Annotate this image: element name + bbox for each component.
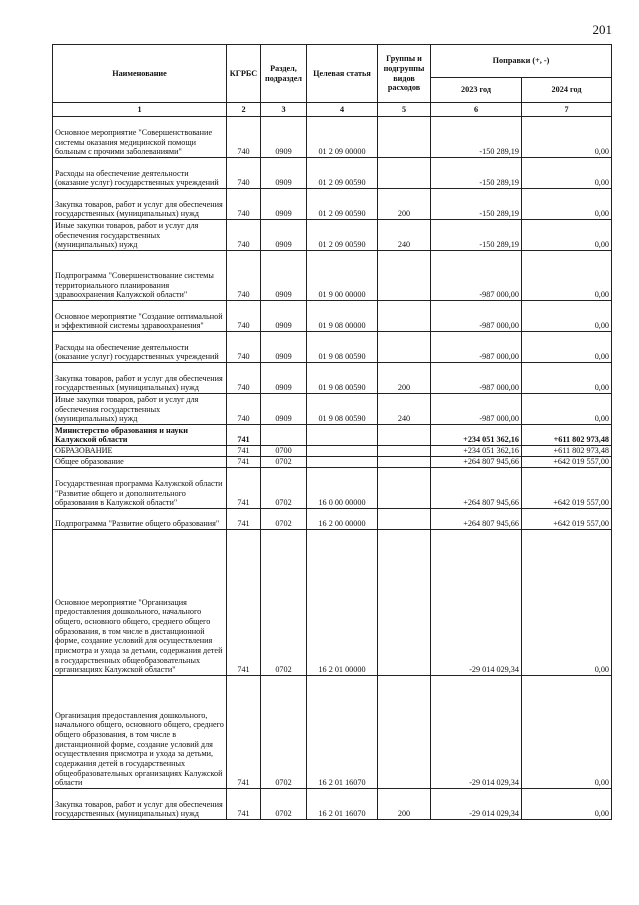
row-amount-2023: -29 014 029,34	[431, 676, 522, 789]
row-amount-2023: -29 014 029,34	[431, 530, 522, 676]
header-section: Раздел, подраздел	[261, 45, 307, 103]
row-name: Расходы на обеспечение деятельности (оказание услуг) государственных учреждений	[53, 158, 227, 189]
table-row	[53, 220, 612, 251]
row-kgrbs: 740	[227, 394, 261, 425]
row-amount-2023: -987 000,00	[431, 394, 522, 425]
row-amount-2024: 0,00	[522, 394, 612, 425]
column-number: 6	[431, 103, 522, 117]
table-row	[53, 301, 612, 332]
row-amount-2024: 0,00	[522, 117, 612, 158]
row-section: 0702	[261, 530, 307, 676]
table-row	[53, 789, 612, 820]
row-target: 01 9 08 00590	[307, 394, 378, 425]
row-group	[378, 425, 431, 446]
row-section: 0909	[261, 394, 307, 425]
header-groups: Группы и подгруппы видов расходов	[378, 45, 431, 103]
row-target: 16 2 01 00000	[307, 530, 378, 676]
row-group	[378, 251, 431, 301]
table-row	[53, 509, 612, 530]
column-number: 3	[261, 103, 307, 117]
row-kgrbs: 740	[227, 117, 261, 158]
row-section: 0909	[261, 158, 307, 189]
row-amount-2023: +264 807 945,66	[431, 509, 522, 530]
row-amount-2024: +642 019 557,00	[522, 457, 612, 468]
row-amount-2024: 0,00	[522, 676, 612, 789]
row-group	[378, 468, 431, 509]
row-section: 0909	[261, 301, 307, 332]
row-group	[378, 117, 431, 158]
row-name: Закупка товаров, работ и услуг для обеспечения государственных (муниципальных) нужд	[53, 189, 227, 220]
header-kgrbs: КГРБС	[227, 45, 261, 103]
row-amount-2023: +264 807 945,66	[431, 457, 522, 468]
row-name: Организация предоставления дошкольного, начального общего, основного общего, среднего общего образования, в том числе в дистанционной форме, создание условий для осуществления присмотра и ухода за детьми, содержания детей в государственных общеобразовательных организациях Калужской области	[53, 676, 227, 789]
row-amount-2024: 0,00	[522, 789, 612, 820]
row-amount-2023: -987 000,00	[431, 363, 522, 394]
row-amount-2023: -150 289,19	[431, 158, 522, 189]
row-section: 0909	[261, 251, 307, 301]
row-section	[261, 425, 307, 446]
row-amount-2023: -987 000,00	[431, 301, 522, 332]
table-row	[53, 332, 612, 363]
row-kgrbs: 741	[227, 446, 261, 457]
row-amount-2023: -150 289,19	[431, 189, 522, 220]
row-kgrbs: 741	[227, 789, 261, 820]
table-row	[53, 457, 612, 468]
row-name: Министерство образования и науки Калужской области	[53, 425, 227, 446]
row-group: 200	[378, 189, 431, 220]
row-section: 0702	[261, 789, 307, 820]
row-group	[378, 446, 431, 457]
row-target: 01 9 00 00000	[307, 251, 378, 301]
row-amount-2024: 0,00	[522, 158, 612, 189]
row-kgrbs: 740	[227, 332, 261, 363]
row-amount-2023: -150 289,19	[431, 220, 522, 251]
column-number: 2	[227, 103, 261, 117]
table-row	[53, 425, 612, 446]
row-name: Подпрограмма "Развитие общего образования"	[53, 509, 227, 530]
row-section: 0702	[261, 676, 307, 789]
column-number: 7	[522, 103, 612, 117]
table-row	[53, 158, 612, 189]
row-target: 16 2 01 16070	[307, 676, 378, 789]
row-group	[378, 509, 431, 530]
row-amount-2023: -29 014 029,34	[431, 789, 522, 820]
column-number: 5	[378, 103, 431, 117]
row-target: 01 9 08 00590	[307, 363, 378, 394]
column-number: 1	[53, 103, 227, 117]
row-amount-2024: +642 019 557,00	[522, 468, 612, 509]
row-kgrbs: 741	[227, 509, 261, 530]
row-name: Основное мероприятие "Совершенствование системы оказания медицинской помощи больным с прочими заболеваниями"	[53, 117, 227, 158]
row-name: Государственная программа Калужской области "Развитие общего и дополнительного образования в Калужской области"	[53, 468, 227, 509]
row-target	[307, 425, 378, 446]
table-row	[53, 189, 612, 220]
row-amount-2024: 0,00	[522, 363, 612, 394]
row-kgrbs: 741	[227, 468, 261, 509]
row-kgrbs: 741	[227, 530, 261, 676]
page-number: 201	[592, 22, 612, 37]
row-name: Закупка товаров, работ и услуг для обеспечения государственных (муниципальных) нужд	[53, 363, 227, 394]
row-kgrbs: 740	[227, 158, 261, 189]
row-section: 0909	[261, 189, 307, 220]
header-year-2024: 2024 год	[522, 78, 612, 103]
header-name: Наименование	[53, 45, 227, 103]
row-group: 240	[378, 394, 431, 425]
row-target: 01 2 09 00590	[307, 220, 378, 251]
row-name: Основное мероприятие "Создание оптимальной и эффективной системы здравоохранения"	[53, 301, 227, 332]
row-group: 200	[378, 363, 431, 394]
row-group	[378, 158, 431, 189]
row-kgrbs: 740	[227, 189, 261, 220]
row-section: 0909	[261, 363, 307, 394]
row-amount-2023: -150 289,19	[431, 117, 522, 158]
row-group: 240	[378, 220, 431, 251]
row-name: Общее образование	[53, 457, 227, 468]
row-name: Иные закупки товаров, работ и услуг для обеспечения государственных (муниципальных) нужд	[53, 394, 227, 425]
row-name: Расходы на обеспечение деятельности (оказание услуг) государственных учреждений	[53, 332, 227, 363]
row-section: 0702	[261, 468, 307, 509]
row-section: 0700	[261, 446, 307, 457]
row-name: Основное мероприятие "Организация предоставления дошкольного, начального общего, основного общего, среднего общего образования, в том числе в дистанционной форме, создание условий для осуществления присмотра и ухода за детьми, содержания детей в государственных общеобразовательных организациях Калужской области"	[53, 530, 227, 676]
row-amount-2023: +234 051 362,16	[431, 425, 522, 446]
row-target	[307, 457, 378, 468]
row-section: 0702	[261, 457, 307, 468]
row-kgrbs: 741	[227, 457, 261, 468]
row-name: Закупка товаров, работ и услуг для обеспечения государственных (муниципальных) нужд	[53, 789, 227, 820]
row-amount-2023: +264 807 945,66	[431, 468, 522, 509]
row-kgrbs: 741	[227, 425, 261, 446]
row-kgrbs: 741	[227, 676, 261, 789]
row-section: 0909	[261, 332, 307, 363]
table-row	[53, 446, 612, 457]
column-number: 4	[307, 103, 378, 117]
row-group	[378, 332, 431, 363]
row-kgrbs: 740	[227, 251, 261, 301]
row-target: 16 2 01 16070	[307, 789, 378, 820]
header-year-2023: 2023 год	[431, 78, 522, 103]
row-amount-2023: -987 000,00	[431, 332, 522, 363]
row-group: 200	[378, 789, 431, 820]
row-target: 01 9 08 00000	[307, 301, 378, 332]
row-group	[378, 676, 431, 789]
row-section: 0909	[261, 117, 307, 158]
row-amount-2024: +642 019 557,00	[522, 509, 612, 530]
row-amount-2024: 0,00	[522, 189, 612, 220]
table-row	[53, 363, 612, 394]
row-name: ОБРАЗОВАНИЕ	[53, 446, 227, 457]
row-name: Иные закупки товаров, работ и услуг для обеспечения государственных (муниципальных) нужд	[53, 220, 227, 251]
table-row	[53, 676, 612, 789]
row-target: 16 2 00 00000	[307, 509, 378, 530]
table-row	[53, 468, 612, 509]
table-row	[53, 251, 612, 301]
row-target: 01 2 09 00000	[307, 117, 378, 158]
row-amount-2024: 0,00	[522, 530, 612, 676]
row-amount-2024: 0,00	[522, 301, 612, 332]
row-amount-2023: +234 051 362,16	[431, 446, 522, 457]
row-target	[307, 446, 378, 457]
row-amount-2024: +611 802 973,48	[522, 425, 612, 446]
header-target: Целевая статья	[307, 45, 378, 103]
row-target: 01 2 09 00590	[307, 158, 378, 189]
table-row	[53, 394, 612, 425]
row-group	[378, 457, 431, 468]
row-amount-2024: +611 802 973,48	[522, 446, 612, 457]
row-name: Подпрограмма "Совершенствование системы территориального планирования здравоохранения Калужской области"	[53, 251, 227, 301]
row-target: 01 2 09 00590	[307, 189, 378, 220]
row-target: 16 0 00 00000	[307, 468, 378, 509]
row-amount-2024: 0,00	[522, 332, 612, 363]
row-amount-2024: 0,00	[522, 220, 612, 251]
header-amendments: Поправки (+, -)	[431, 45, 612, 78]
row-amount-2024: 0,00	[522, 251, 612, 301]
row-kgrbs: 740	[227, 220, 261, 251]
row-group	[378, 301, 431, 332]
table-row	[53, 530, 612, 676]
table-row	[53, 117, 612, 158]
row-section: 0702	[261, 509, 307, 530]
row-amount-2023: -987 000,00	[431, 251, 522, 301]
row-group	[378, 530, 431, 676]
row-section: 0909	[261, 220, 307, 251]
row-kgrbs: 740	[227, 363, 261, 394]
budget-amendments-table	[52, 44, 612, 820]
row-kgrbs: 740	[227, 301, 261, 332]
row-target: 01 9 08 00590	[307, 332, 378, 363]
